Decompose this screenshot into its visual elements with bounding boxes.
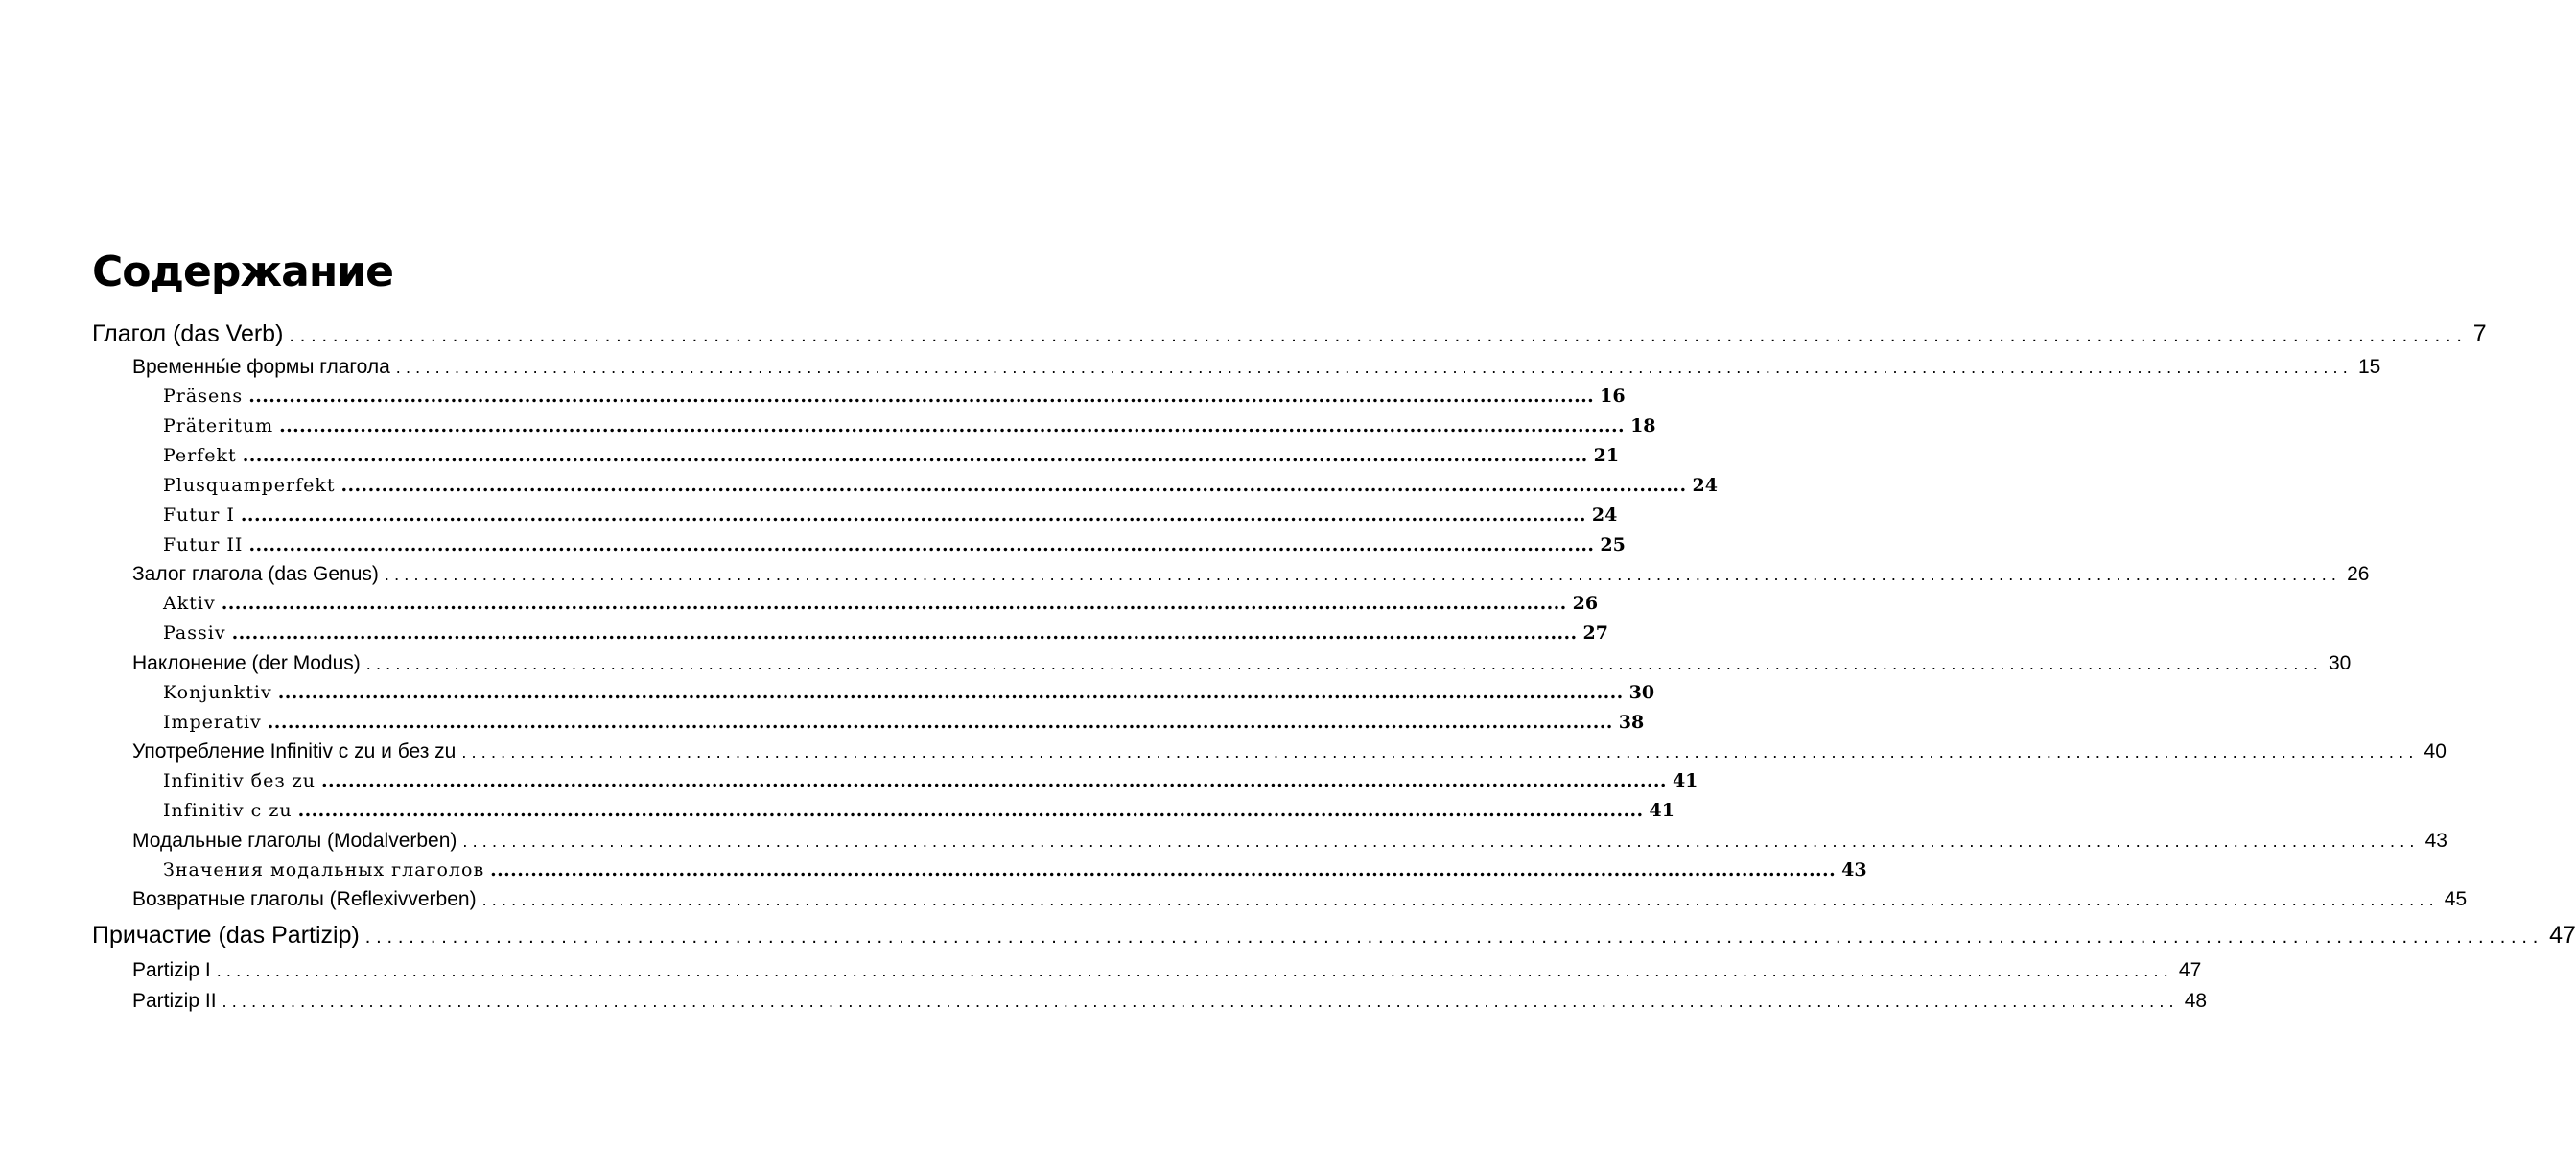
toc-entry-label: Причастие (das Partizip) [92,922,360,949]
toc-entry-label: Употребление Infinitiv с zu и без zu [132,740,457,763]
toc-entry[interactable] [132,356,2381,385]
toc-entry[interactable] [163,712,1645,740]
toc-entry-page: 38 [1618,712,1645,733]
dot-leader: ........................................................................................................................................................................................................ [216,961,2173,980]
toc-entry-page: 41 [1672,770,1698,791]
toc-entry-page: 26 [1572,593,1599,614]
toc-entry-label: Временны́е формы глагола [132,356,390,378]
toc-entry-label: Präsens [163,386,244,407]
dot-leader: ........................................................................................................................................................................................................ [240,505,1586,526]
toc-entry[interactable] [132,830,2447,858]
toc-entry[interactable] [92,320,2487,355]
toc-entry-label: Konjunktiv [163,682,272,703]
toc-entry[interactable] [163,386,1626,414]
toc-entry[interactable] [163,622,1608,651]
toc-entry[interactable] [132,652,2352,681]
toc-entry-label: Partizip I [132,959,211,981]
dot-leader: ........................................................................................................................................................................................................ [340,475,1687,496]
toc-entry[interactable] [92,922,2576,956]
dot-leader: ........................................................................................................................................................................................................ [365,654,2323,673]
toc-entry-label: Plusquamperfekt [163,475,336,496]
toc-entry-page: 15 [2357,356,2381,378]
toc-entry-label: Partizip II [132,990,217,1012]
toc-entry[interactable] [163,593,1599,622]
toc-entry-page: 27 [1582,622,1608,644]
toc-entry-page: 25 [1600,534,1626,555]
toc-entry-page: 7 [2472,320,2487,347]
toc-entry[interactable] [163,505,1618,533]
toc-entry-label: Imperativ [163,712,262,733]
dot-leader: ........................................................................................................................................................................................................ [221,593,1567,614]
dot-leader: ........................................................................................................................................................................................................ [242,445,1588,466]
toc-entry[interactable] [132,563,2370,592]
page-title: Содержание [92,247,393,296]
dot-leader: ........................................................................................................................................................................................................ [490,859,1837,881]
dot-leader: ........................................................................................................................................................................................................ [395,358,2353,377]
toc-entry[interactable] [163,475,1718,504]
toc-entry[interactable] [163,415,1656,444]
toc-entry-label: Futur I [163,505,235,526]
toc-entry-label: Futur II [163,534,244,555]
dot-leader: ........................................................................................................................................................................................................ [364,927,2544,948]
toc-entry[interactable] [132,990,2208,1019]
toc-entry[interactable] [163,445,1620,474]
toc-entry[interactable] [132,959,2202,988]
toc-entry-page: 18 [1630,415,1656,436]
dot-leader: ........................................................................................................................................................................................................ [462,832,2420,851]
toc-entry-page: 30 [2328,652,2352,674]
dot-leader: ........................................................................................................................................................................................................ [320,770,1667,791]
toc-entry-page: 47 [2178,959,2202,981]
toc-entry-page: 43 [2424,830,2447,852]
dot-leader: ........................................................................................................................................................................................................ [248,534,1595,555]
toc-entry[interactable] [163,859,1867,888]
toc-entry-page: 16 [1600,386,1626,407]
dot-leader: ........................................................................................................................................................................................................ [277,682,1624,703]
dot-leader: ........................................................................................................................................................................................................ [481,890,2439,909]
dot-leader: ........................................................................................................................................................................................................ [289,325,2468,346]
dot-leader: ........................................................................................................................................................................................................ [248,386,1595,407]
toc-entry-label: Aktiv [163,593,216,614]
dot-leader: ........................................................................................................................................................................................................ [222,992,2179,1011]
toc-entry-page: 41 [1649,800,1674,821]
toc-entry-page: 24 [1591,505,1618,526]
toc-entry[interactable] [163,800,1674,829]
dot-leader: ........................................................................................................................................................................................................ [384,565,2342,584]
toc-entry-label: Präteritum [163,415,274,436]
toc-entry[interactable] [163,682,1655,711]
toc-entry-page: 26 [2347,563,2370,585]
dot-leader: ........................................................................................................................................................................................................ [297,800,1644,821]
toc-entry-label: Значения модальных глаголов [163,859,485,881]
toc-entry-label: Infinitiv с zu [163,800,293,821]
toc-entry-page: 21 [1593,445,1620,466]
toc-entry-label: Perfekt [163,445,237,466]
toc-entry[interactable] [132,888,2468,917]
toc-entry-label: Наклонение (der Modus) [132,652,361,674]
toc-entry-label: Залог глагола (das Genus) [132,563,379,585]
toc-entry-page: 24 [1692,475,1718,496]
dot-leader: ........................................................................................................................................................................................................ [461,742,2419,762]
toc-entry-label: Модальные глаголы (Modalverben) [132,830,457,852]
toc-entry-label: Глагол (das Verb) [92,320,284,347]
toc-entry-page: 45 [2444,888,2468,910]
dot-leader: ........................................................................................................................................................................................................ [231,622,1578,644]
toc-entry[interactable] [132,740,2447,769]
toc-entry-page: 40 [2424,740,2447,763]
toc-entry-label: Passiv [163,622,226,644]
toc-entry-page: 47 [2549,922,2576,949]
toc-entry[interactable] [163,770,1698,799]
toc-entry-page: 48 [2184,990,2208,1012]
toc-entry-page: 30 [1628,682,1655,703]
toc-entry-label: Infinitiv без zu [163,770,316,791]
toc-entry-page: 43 [1841,859,1867,881]
dot-leader: ........................................................................................................................................................................................................ [279,415,1626,436]
toc-entry-label: Возвратные глаголы (Reflexivverben) [132,888,477,910]
toc-entry[interactable] [163,534,1626,563]
dot-leader: ........................................................................................................................................................................................................ [267,712,1613,733]
